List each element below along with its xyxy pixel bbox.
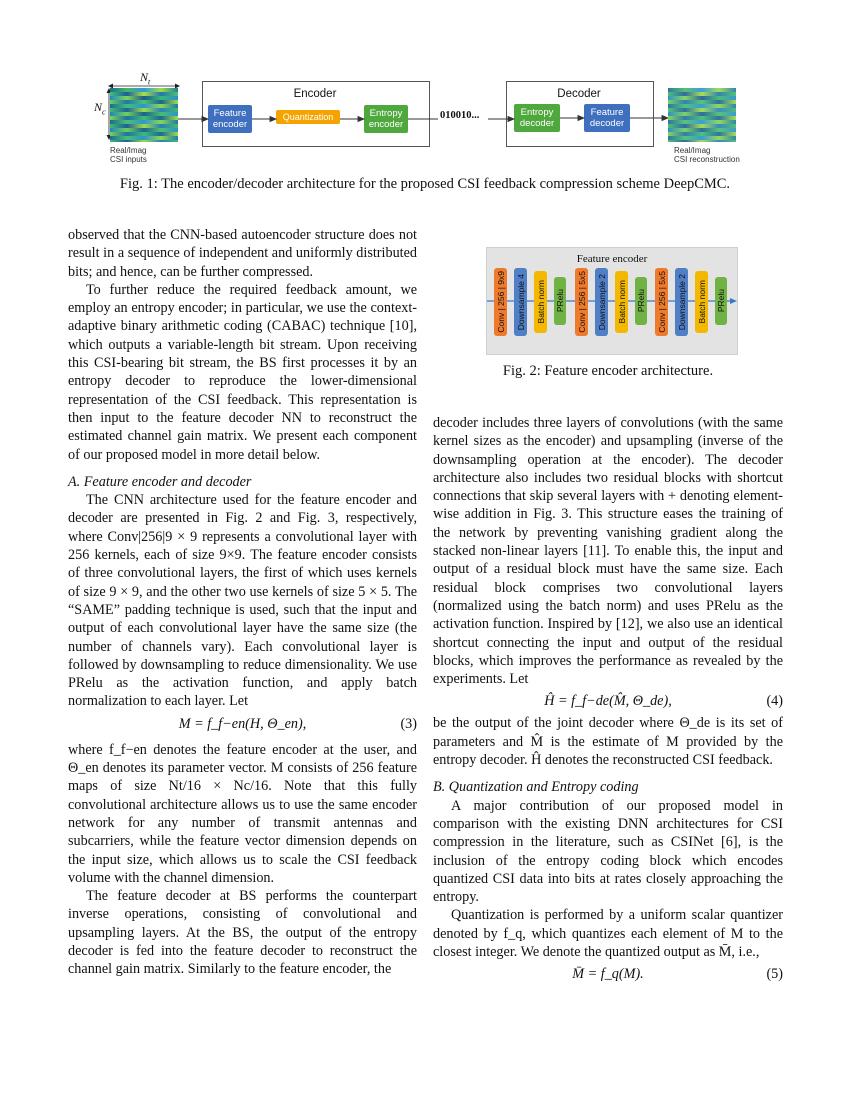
bitstream-label: 010010... [440, 110, 480, 121]
feature-encoder-block: Feature encoder [208, 105, 252, 133]
right-para-1: decoder includes three layers of convolutions (with the same kernel sizes as the encoder) and upsampling (inverse of the downsampling operation at the encoder). The decoder architecture also includes two residual blocks with shortcut connections that skip several layers with + denoting element-wise addition in Fig. 3. This structure eases the training of the network by preventing vanishing gradient along the stacked non-linear layers [11]. To enable this, the input and output of a residual block must have the same size. Each residual block comprises two convolutional layers (normalized using the batch norm) and uses PRelu as the activation function. Inspired by [12], we also use an identical shortcut connecting the input and output of the residual blocks, which improves the performance as revealed by the experiments. Let [433, 415, 783, 688]
quantization-block: Quantization [276, 110, 340, 124]
input-label: Real/Imag CSI inputs [110, 146, 147, 164]
nt-label: $N_t$ [140, 70, 151, 87]
left-para-1: observed that the CNN-based autoencoder structure does not result in a sequence of independent and uniformly distributed bits; and hence, can be further compressed. [68, 227, 417, 280]
equation-5: M̄ = f_q(M). (5) [572, 966, 783, 983]
encoder-title: Encoder [293, 88, 337, 100]
decoder-title: Decoder [557, 88, 601, 100]
figure-2 [486, 247, 738, 355]
section-a-heading: A. Feature encoder and decoder [68, 473, 252, 490]
right-para-3: A major contribution of our proposed model in comparison with the existing DNN architectures for CSI compression in the literature, such as CSINet [6], is the inclusion of the entropy coding block which encodes quantized CSI data into bits at rates closely approaching the entropy. [433, 797, 783, 906]
left-column [68, 226, 417, 979]
fig1-arrows [88, 68, 768, 168]
fig2-title: Feature encoder [576, 253, 648, 265]
layer-downsample-2: Downsample 2 [595, 268, 608, 336]
layer-downsample-1: Downsample 4 [514, 268, 527, 336]
layer-conv-1: Conv | 256 | 9x9 [494, 268, 507, 336]
left-para-2: To further reduce the required feedback amount, we employ an entropy encoder; in particular, we use the context-adaptive binary arithmetic coding (CABAC) technique [10], which outputs a variable-length bit stream. Upon receiving this CSI-bearing bit stream, the BS first processes it by an entropy decoder to reproduce the lower-dimensional representation of the CSI feedback. This representation is then input to the feature decoder NN to reconstruct the estimated channel gain matrix. We present each component of our proposed model in more detail below. [68, 281, 417, 463]
nc-label: $N_c$ [94, 100, 106, 117]
section-b-heading: B. Quantization and Entropy coding [433, 779, 639, 796]
left-para-3: The CNN architecture used for the feature encoder and decoder are presented in Fig. 2 and Fig. 3, respectively, where Conv|256|9 × 9 represents a convolutional layer with 256 kernels, each of size 9×9. The feature encoder consists of three convolutional layers, the first of which uses kernels of size 9 × 9, and the other two use kernels of size 5 × 5. The “SAME” padding technique is used, such that the input and output of each convolutional layer have the same size (the number of channels vary). Each convolutional layer is followed by downsampling to reduce dimensionality. We use PRelu as the activation function, and apply batch normalization to each layer. Let [68, 492, 417, 710]
layer-conv-2: Conv | 256 | 5x5 [575, 268, 588, 336]
layer-prelu-2: PRelu [635, 277, 647, 325]
layer-prelu-1: PRelu [554, 277, 566, 325]
right-para-4: Quantization is performed by a uniform scalar quantizer denoted by f_q, which quantizes each element of M to the closest integer. We denote the quantized output as M̄, i.e., [433, 907, 783, 961]
equation-4: Ĥ = f_f−de(M̂, Θ_de), (4) [544, 693, 783, 710]
output-label: Real/Imag CSI reconstruction [674, 146, 740, 164]
layer-batchnorm-1: Batch norm [534, 271, 547, 333]
fig2-caption: Fig. 2: Feature encoder architecture. [502, 363, 714, 379]
entropy-encoder-block: Entropy encoder [364, 105, 408, 133]
right-para-2: be the output of the joint decoder where Θ_de is its set of parameters and M̂ is the estimate of M provided by the entropy decoder. Ĥ denotes the reconstructed CSI feedback. [433, 715, 783, 769]
layer-downsample-3: Downsample 2 [675, 268, 688, 336]
csi-output-image [668, 88, 736, 142]
entropy-decoder-block: Entropy decoder [514, 104, 560, 132]
left-para-5: The feature decoder at BS performs the counterpart inverse operations, consisting of convolutional and upsampling layers. At the BS, the output of the entropy decoder is fed into the feature decoder to reconstruct the channel gain matrix. Similarly to the feature encoder, the [68, 888, 417, 978]
layer-conv-3: Conv | 256 | 5x5 [655, 268, 668, 336]
layer-batchnorm-2: Batch norm [615, 271, 628, 333]
layer-prelu-3: PRelu [715, 277, 727, 325]
figure-1 [88, 68, 768, 168]
right-column [433, 414, 783, 987]
equation-3: M = f_f−en(H, Θ_en), (3) [178, 715, 417, 732]
left-para-4: where f_f−en denotes the feature encoder at the user, and Θ_en denotes its parameter vector. M consists of 256 feature maps of size Nt/16 × Nc/16. Note that this fully convolutional architecture allows us to use the same encoder network for any number of transmit antennas and subcarriers, while the feature vector dimension depends on the input size, which allows us to scale the CSI feedback volume with the channel dimension. [68, 741, 417, 886]
layer-batchnorm-3: Batch norm [695, 271, 708, 333]
fig1-caption: Fig. 1: The encoder/decoder architecture for the proposed CSI feedback compression scheme DeepCMC. [119, 176, 731, 192]
feature-decoder-block: Feature decoder [584, 104, 630, 132]
